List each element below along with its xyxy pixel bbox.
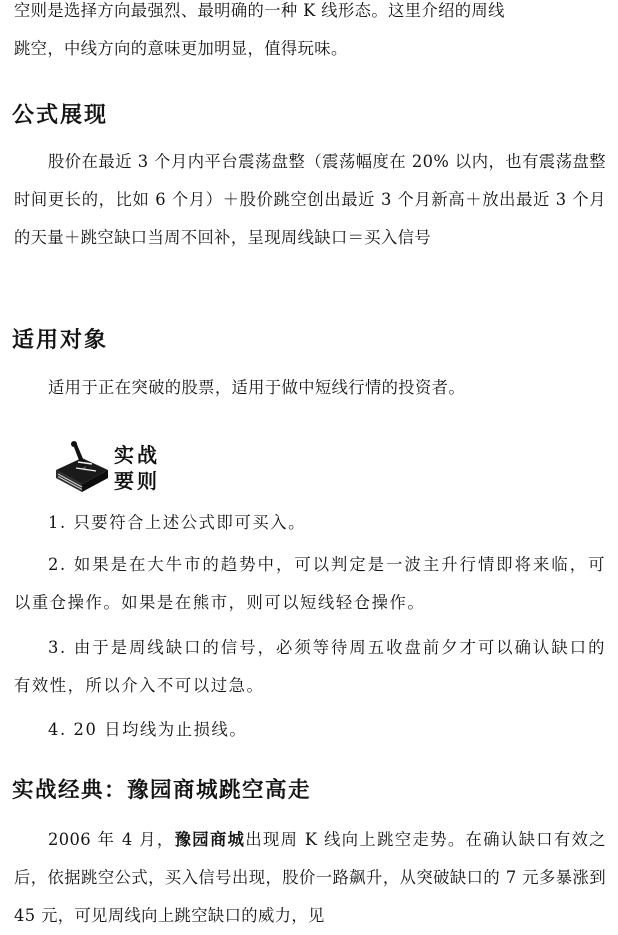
rule-item-4: 4. 20 日均线为止损线。: [48, 720, 248, 739]
formula-body: 股价在最近 3 个月内平台震荡盘整（震荡幅度在 20% 以内，也有震荡盘整时间更长的，比如 6 个月）＋股价跳空创出最近 3 个月新高＋放出最近 3 个月的天量＋跳空缺口当周不回补，呈现周线缺口＝买入信号: [14, 152, 606, 247]
case-stock-name: 豫园商城: [174, 830, 246, 849]
book-with-pen-icon: [52, 440, 112, 498]
rule-item-3: 3. 由于是周线缺口的信号，必须等待周五收盘前夕才可以确认缺口的有效性，所以介入不可以过急。: [14, 638, 606, 695]
intro-line-2: 跳空，中线方向的意味更加明显，值得玩味。: [14, 39, 348, 58]
rules-badge-line-2: 要则: [114, 469, 160, 493]
rules-badge-line-1: 实战: [114, 443, 160, 467]
case-text-after: 出现周 K 线向上跳空走势。在确认缺口有效之后，依据跳空公式，买入信号出现，股价一路飙升，从突破缺口的 7 元多暴涨到 45 元，可见周线向上跳空缺口的威力，见: [14, 830, 606, 925]
rule-item-2: 2. 如果是在大牛市的趋势中，可以判定是一波主升行情即将来临，可以重仓操作。如果是在熊市，则可以短线轻仓操作。: [14, 555, 606, 612]
target-heading: 适用对象: [12, 328, 109, 353]
case-body: [14, 821, 606, 935]
formula-heading: 公式展现: [12, 103, 109, 128]
rules-badge: [52, 440, 168, 498]
case-text-before: 2006 年 4 月，: [48, 830, 175, 849]
case-heading: 实战经典：豫园商城跳空高走: [12, 778, 312, 803]
target-body: 适用于正在突破的股票，适用于做中短线行情的投资者。: [48, 378, 466, 397]
rule-item-1: 1. 只要符合上述公式即可买入。: [48, 513, 306, 532]
intro-line-1: 空则是选择方向最强烈、最明确的一种 K 线形态。这里介绍的周线: [14, 1, 505, 20]
